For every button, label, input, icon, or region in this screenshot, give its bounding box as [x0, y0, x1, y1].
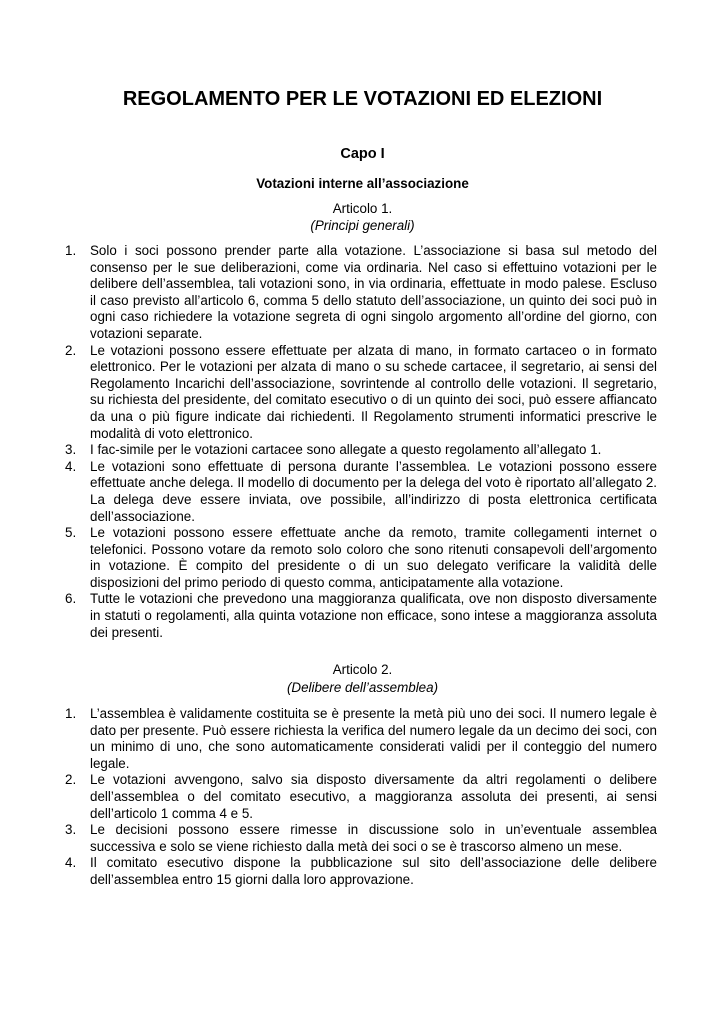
item-number: 2. [65, 342, 77, 358]
list-item [65, 822, 657, 855]
item-text: Il comitato esecutivo dispone la pubblicazione sul sito dell’associazione delle delibere dell’assemblea entro 15 giorni dalla loro approvazione. [90, 855, 657, 887]
list-item [65, 459, 657, 525]
chapter-heading: Capo I [340, 146, 385, 162]
article-1-heading: Articolo 1. [332, 201, 393, 216]
item-number: 5. [65, 525, 77, 541]
list-item [65, 772, 657, 822]
item-text: Solo i soci possono prender parte alla votazione. L’associazione si basa sul metodo del consenso per le sue deliberazioni, come via ordinaria. Nel caso si effettuino votazioni per le delibere dell’assemblea, tali votazioni sono, in via ordinaria, effettuate in modo palese. Escluso il caso previsto all’articolo 6, comma 5 dello statuto dell’associazione, un quinto dei soci può in ogni caso richiedere la votazione segreta di ogni singolo argomento all’ordine del giorno, con votazioni separate. [90, 243, 657, 341]
article-2-list [65, 706, 657, 889]
item-number: 1. [65, 706, 77, 721]
list-item [65, 442, 657, 459]
item-number: 3. [65, 442, 77, 458]
item-text: Le decisioni possono essere rimesse in discussione solo in un’eventuale assemblea successiva e solo se viene richiesto dalla metà dei soci o se è trascorso almeno un mese. [90, 822, 657, 854]
item-text: I fac-simile per le votazioni cartacee sono allegate a questo regolamento all’allegato 1. [90, 442, 602, 458]
document-title: REGOLAMENTO PER LE VOTAZIONI ED ELEZIONI [122, 88, 603, 110]
item-number: 3. [65, 822, 77, 838]
list-item [65, 591, 657, 641]
chapter-subtitle: Votazioni interne all’associazione [256, 176, 469, 191]
list-item [65, 525, 657, 591]
item-number: 4. [65, 855, 77, 871]
item-text: Tutte le votazioni che prevedono una maggioranza qualificata, ove non disposto diversamente in statuti o regolamenti, alla quinta votazione non efficace, sono intese a maggioranza assoluta dei presenti. [90, 591, 657, 640]
item-number: 6. [65, 591, 77, 607]
list-item [65, 855, 657, 888]
item-text: Le votazioni possono essere effettuate anche da remoto, tramite collegamenti internet o telefonici. Possono votare da remoto solo coloro che sono ritenuti consapevoli dell’argomento in votazione. È compito del presidente o di un suo delegato verificare la validità delle disposizioni del primo periodo di questo comma, anticipatamente alla votazione. [90, 525, 657, 590]
article-1-subtitle: (Principi generali) [310, 218, 415, 233]
list-item [65, 343, 657, 443]
article-2-subtitle: (Delibere dell’assemblea) [286, 680, 439, 695]
article-2-heading: Articolo 2. [332, 662, 393, 677]
item-number: 2. [65, 772, 77, 788]
article-1-list [65, 243, 657, 641]
item-text: Le votazioni sono effettuate di persona durante l’assemblea. Le votazioni possono essere effettuate anche delega. Il modello di documento per la delega del voto è riportato all’allegato 2. La delega deve essere inviata, ove possibile, all’indirizzo di posta elettronica certificata dell’associazione. [90, 458, 657, 524]
item-number: 4. [65, 458, 77, 474]
item-number: 1. [65, 243, 77, 258]
item-text: L’assemblea è validamente costituita se è presente la metà più uno dei soci. Il numero legale è dato per presente. Può essere richiesta la verifica del numero legale da un decimo dei soci, con un minimo di uno, che sono automaticamente considerati validi per il conteggio del numero legale. [90, 706, 657, 771]
list-item [65, 706, 657, 772]
item-text: Le votazioni possono essere effettuate per alzata di mano, in formato cartaceo o in formato elettronico. Per le votazioni per alzata di mano o su schede cartacee, il segretario, ai sensi del Regolamento Incarichi dell’associazione, sovrintende al controllo delle votazioni. Il segretario, su richiesta del presidente, del comitato esecutivo o di un quinto dei soci, può essere affiancato da una o più figure indicate dai richiedenti. Il Regolamento strumenti informatici prescrive le modalità di voto elettronico. [90, 342, 657, 441]
item-text: Le votazioni avvengono, salvo sia disposto diversamente da altri regolamenti o delibere dell’assemblea o del comitato esecutivo, a maggioranza assoluta dei presenti, ai sensi dell’articolo 1 comma 4 e 5. [90, 772, 657, 821]
list-item [65, 243, 657, 343]
